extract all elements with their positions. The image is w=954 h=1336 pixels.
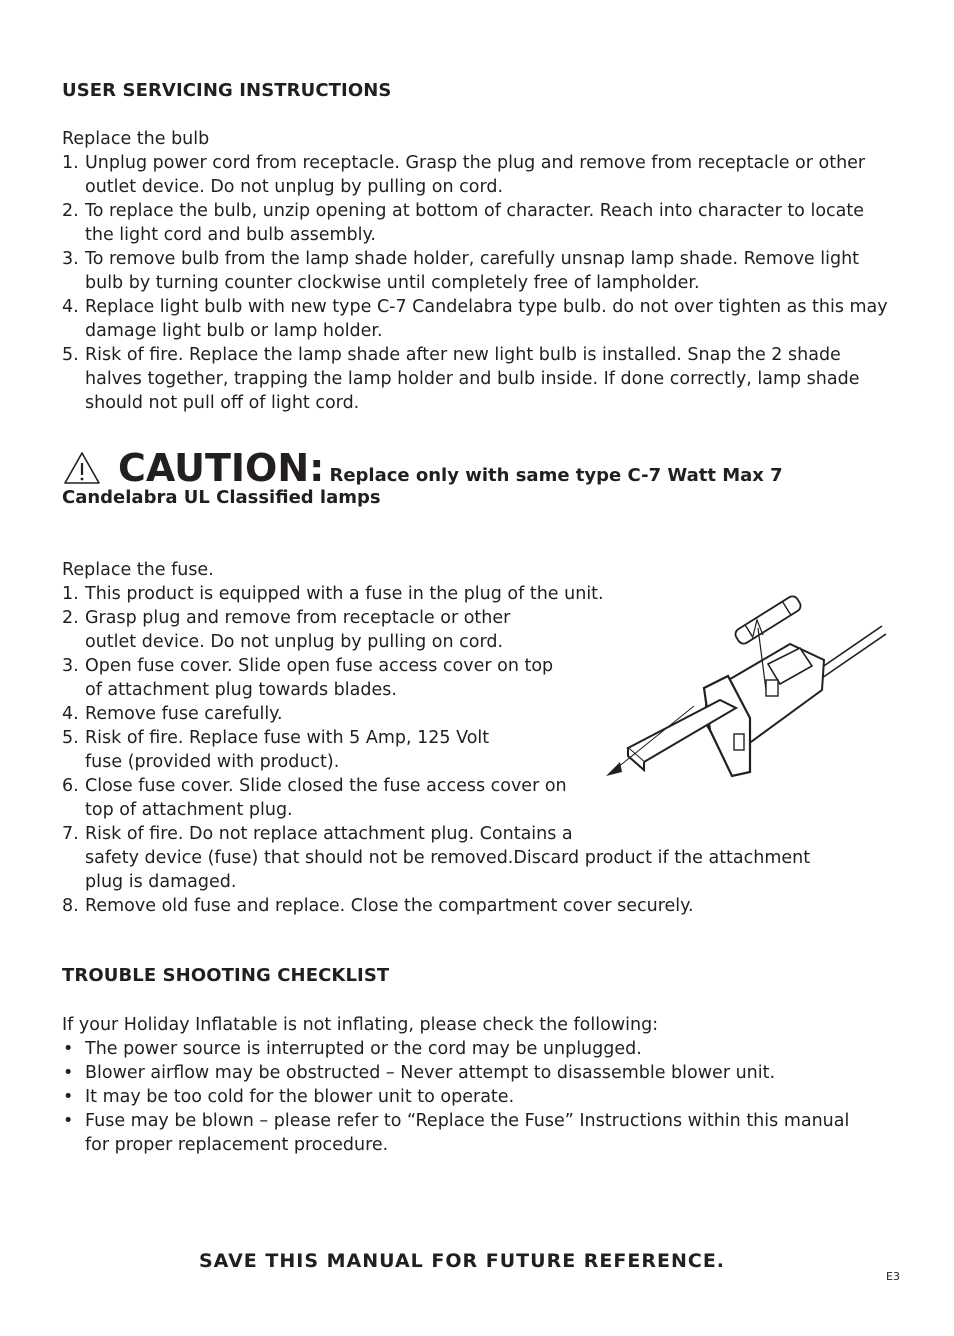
step-text: Close fuse cover. Slide closed the fuse access cover on top of attachment plug. bbox=[85, 776, 567, 820]
step-text: Risk of fire. Replace the lamp shade after new light bulb is installed. Snap the 2 shade halves together, trapping the lamp holder and bulb inside. If done correctly, lamp shade should not pull off of light cord. bbox=[85, 345, 860, 413]
list-item bbox=[62, 1109, 852, 1157]
step-number: 1. bbox=[62, 584, 79, 604]
step-number: 3. bbox=[62, 656, 79, 676]
list-item bbox=[62, 199, 892, 247]
step-number: 3. bbox=[62, 249, 79, 269]
list-item bbox=[62, 894, 832, 918]
bullet-icon: • bbox=[63, 1039, 74, 1059]
list-item bbox=[62, 247, 892, 295]
caution-word: CAUTION: bbox=[118, 446, 325, 490]
step-text-rest: safety device (fuse) that should not be removed.Discard product if the attachment plug is damaged. bbox=[85, 848, 811, 892]
step-text: Unplug power cord from receptacle. Grasp the plug and remove from receptacle or other outlet device. Do not unplug by pulling on cord. bbox=[85, 153, 866, 197]
bullet-text: It may be too cold for the blower unit to operate. bbox=[85, 1087, 515, 1107]
step-text-line1: Risk of fire. Do not replace attachment plug. Contains a bbox=[85, 824, 573, 844]
bullet-icon: • bbox=[63, 1111, 74, 1131]
list-item bbox=[62, 1037, 852, 1061]
bullet-text: Blower airflow may be obstructed – Never attempt to disassemble blower unit. bbox=[85, 1063, 776, 1083]
troubleshooting-list bbox=[62, 1037, 852, 1157]
step-number: 4. bbox=[62, 297, 79, 317]
step-number: 5. bbox=[62, 728, 79, 748]
bullet-icon: • bbox=[63, 1087, 74, 1107]
section-heading-troubleshooting: TROUBLE SHOOTING CHECKLIST bbox=[62, 965, 390, 986]
list-item bbox=[62, 295, 892, 343]
list-item bbox=[62, 774, 832, 822]
step-number: 7. bbox=[62, 824, 79, 844]
step-text: Grasp plug and remove from receptacle or other outlet device. Do not unplug by pulling on cord. bbox=[85, 608, 511, 652]
replace-bulb-intro: Replace the bulb bbox=[62, 129, 210, 149]
page-number: E3 bbox=[886, 1270, 900, 1283]
list-item bbox=[62, 1085, 852, 1109]
step-number: 2. bbox=[62, 608, 79, 628]
list-item bbox=[62, 343, 892, 415]
step-number: 5. bbox=[62, 345, 79, 365]
list-item bbox=[62, 151, 892, 199]
step-text: Replace light bulb with new type C-7 Candelabra type bulb. do not over tighten as this may damage light bulb or lamp holder. bbox=[85, 297, 888, 341]
section-heading-user-servicing: USER SERVICING INSTRUCTIONS bbox=[62, 80, 392, 101]
bullet-icon: • bbox=[63, 1063, 74, 1083]
bullet-text: The power source is interrupted or the cord may be unplugged. bbox=[85, 1039, 642, 1059]
step-text: To remove bulb from the lamp shade holder, carefully unsnap lamp shade. Remove light bulb by turning counter clockwise until completely free of lampholder. bbox=[85, 249, 860, 293]
list-item bbox=[62, 1061, 852, 1085]
step-number: 4. bbox=[62, 704, 79, 724]
step-text: To replace the bulb, unzip opening at bottom of character. Reach into character to locate the light cord and bulb assembly. bbox=[85, 201, 864, 245]
step-number: 1. bbox=[62, 153, 79, 173]
footer-save-manual: SAVE THIS MANUAL FOR FUTURE REFERENCE. bbox=[198, 1250, 726, 1272]
step-number: 8. bbox=[62, 896, 79, 916]
bullet-text: Fuse may be blown – please refer to “Replace the Fuse” Instructions within this manual for proper replacement procedure. bbox=[85, 1111, 850, 1155]
caution-text-line1: Replace only with same type C-7 Watt Max 7 bbox=[329, 465, 783, 486]
caution-text-line2: Candelabra UL Classified lamps bbox=[62, 487, 381, 508]
replace-fuse-intro: Replace the fuse. bbox=[62, 560, 214, 580]
troubleshooting-intro: If your Holiday Inflatable is not inflating, please check the following: bbox=[62, 1015, 659, 1035]
step-number: 2. bbox=[62, 201, 79, 221]
list-item bbox=[62, 822, 832, 894]
step-text: Open fuse cover. Slide open fuse access cover on top of attachment plug towards blades. bbox=[85, 656, 554, 700]
step-text: Risk of fire. Replace fuse with 5 Amp, 125 Volt fuse (provided with product). bbox=[85, 728, 490, 772]
fuse-plug-illustration bbox=[600, 580, 890, 780]
step-text: This product is equipped with a fuse in the plug of the unit. bbox=[85, 584, 604, 604]
step-text: Remove fuse carefully. bbox=[85, 704, 283, 724]
caution-notice bbox=[62, 446, 922, 490]
bulb-steps-list bbox=[62, 151, 892, 415]
step-number: 6. bbox=[62, 776, 79, 796]
step-text: Remove old fuse and replace. Close the compartment cover securely. bbox=[85, 896, 694, 916]
